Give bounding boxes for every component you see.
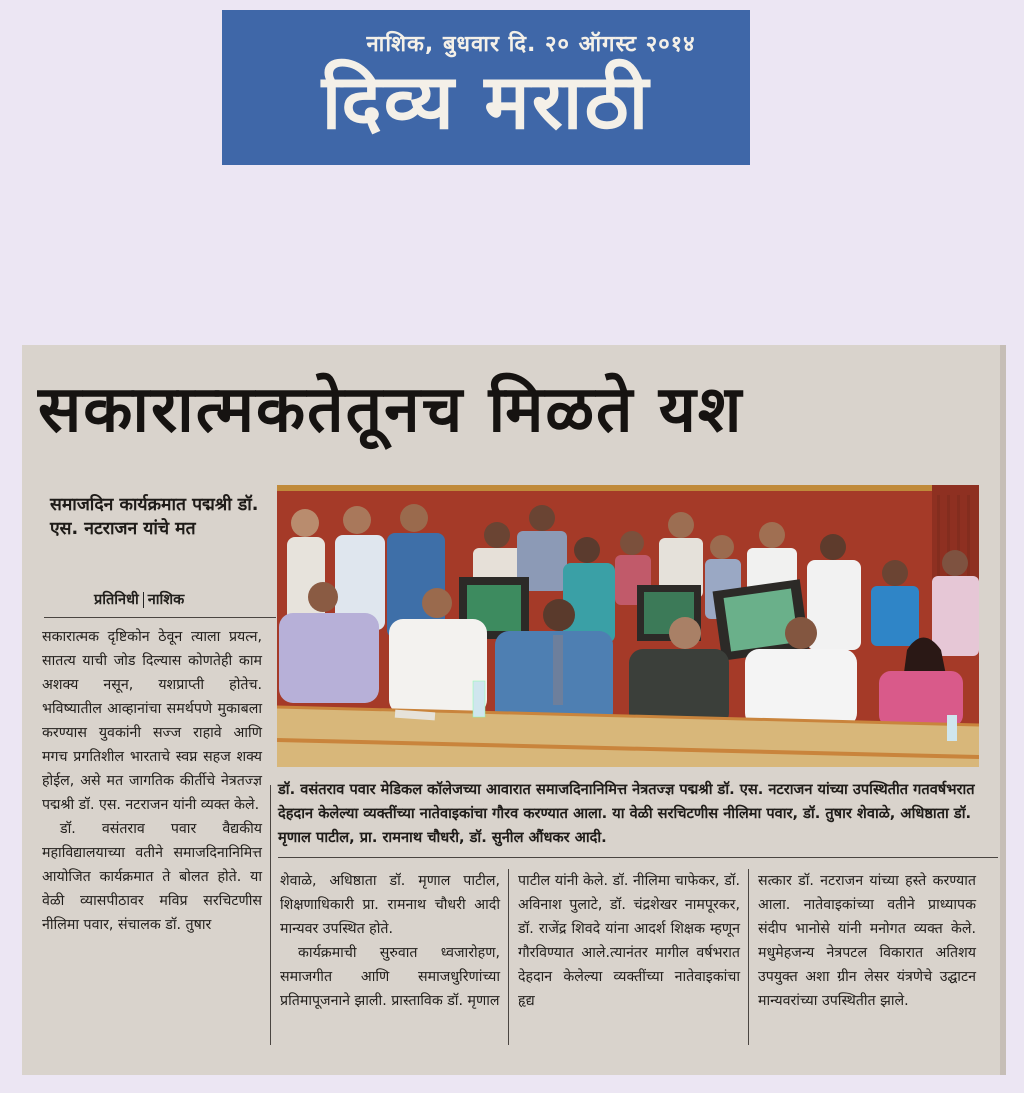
column3-paragraph1: पाटील यांनी केले. डॉ. नीलिमा चाफेकर, डॉ. अविनाश पुलाटे, डॉ. चंद्रशेखर नामपूरकर, डॉ. राजेंद्र शिवदे यांना आदर्श शिक्षक म्हणून गौरविण्यात आले.त्यानंतर मागील वर्षभरात देहदान केलेल्या व्यक्तींच्या नातेवाइकांचा हृद्य (518, 873, 740, 1009)
article-column-3 (518, 869, 740, 1013)
byline-location: नाशिक (147, 592, 185, 608)
sidebar-rule (44, 617, 276, 618)
article-subheadline: समाजदिन कार्यक्रमात पद्मश्री डॉ. एस. नटराजन यांचे मत (50, 495, 259, 539)
article-headline: सकारात्मकतेतूनच मिळते यश (38, 373, 744, 447)
column2-paragraph1: शेवाळे, अधिष्ठाता डॉ. मृणाल पाटील, शिक्षणाधिकारी प्रा. रामनाथ चौधरी आदी मान्यवर उपस्थित होते. (280, 873, 500, 937)
article-column-2 (280, 869, 500, 1013)
column-rule-3 (748, 869, 749, 1045)
masthead-dateline: नाशिक, बुधवार दि. २० ऑगस्ट २०१४ (366, 32, 696, 57)
byline-reporter: प्रतिनिधी (94, 592, 139, 608)
photo-caption: डॉ. वसंतराव पवार मेडिकल कॉलेजच्या आवारात समाजदिनानिमित्त नेत्रतज्ज्ञ पद्मश्री डॉ. एस. नटराजन यांच्या उपस्थितीत गतवर्षभरात देहदान केलेल्या व्यक्तींच्या नातेवाइकांचा गौरव करण्यात आला. या वेळी सरचिटणीस नीलिमा पवार, डॉ. तुषार शेवाळे, अधिष्ठाता डॉ. मृणाल पाटील, प्रा. रामनाथ चौधरी, डॉ. सुनील औंधकर आदी. (278, 781, 975, 846)
newspaper-masthead (222, 10, 750, 165)
event-photo (277, 485, 979, 767)
article-byline (94, 589, 184, 609)
event-photo-illustration (277, 485, 979, 767)
column-rule-1 (270, 785, 271, 1045)
byline-divider (143, 592, 144, 608)
newspaper-clipping (22, 345, 1006, 1075)
caption-rule (278, 857, 998, 858)
column-rule-2 (508, 869, 509, 1045)
article-column-1 (42, 625, 262, 937)
article-column-4 (758, 869, 976, 1013)
masthead-nameplate: दिव्य मराठी (321, 57, 651, 146)
column4-paragraph1: सत्कार डॉ. नटराजन यांच्या हस्ते करण्यात आला. नातेवाइकांच्या वतीने प्राध्यापक संदीप भानोसे यांनी मनोगत व्यक्त केले. मधुमेहजन्य नेत्रपटल विकारात अतिशय उपयुक्त अशा ग्रीन लेसर यंत्रणेचे उद्घाटन मान्यवरांच्या उपस्थितीत झाले. (758, 873, 976, 1009)
column1-paragraph1: सकारात्मक दृष्टिकोन ठेवून त्याला प्रयत्न, सातत्य याची जोड दिल्यास कोणतेही काम अशक्य नसून, यशप्राप्ती होतेच. भविष्यातील आव्हानांचा समर्थपणे मुकाबला करण्यास युवकांनी सज्ज राहावे आणि मगच प्रगतिशील भारताचे स्वप्न सहज शक्य होईल, असे मत जागतिक कीर्तीचे नेत्रतज्ज्ञ पद्मश्री डॉ. एस. नटराजन यांनी व्यक्त केले. (42, 629, 262, 813)
column2-paragraph2: कार्यक्रमाची सुरुवात ध्वजारोहण, समाजगीत आणि समाजधुरिणांच्या प्रतिमापूजनाने झाली. प्रास्ताविक डॉ. मृणाल (280, 945, 500, 1009)
column1-paragraph2: डॉ. वसंतराव पवार वैद्यकीय महाविद्यालयाच्या वतीने समाजदिनानिमित्त आयोजित कार्यक्रमात ते बोलत होते. या वेळी व्यासपीठावर मविप्र सरचिटणीस नीलिमा पवार, संचालक डॉ. तुषार (42, 821, 262, 933)
